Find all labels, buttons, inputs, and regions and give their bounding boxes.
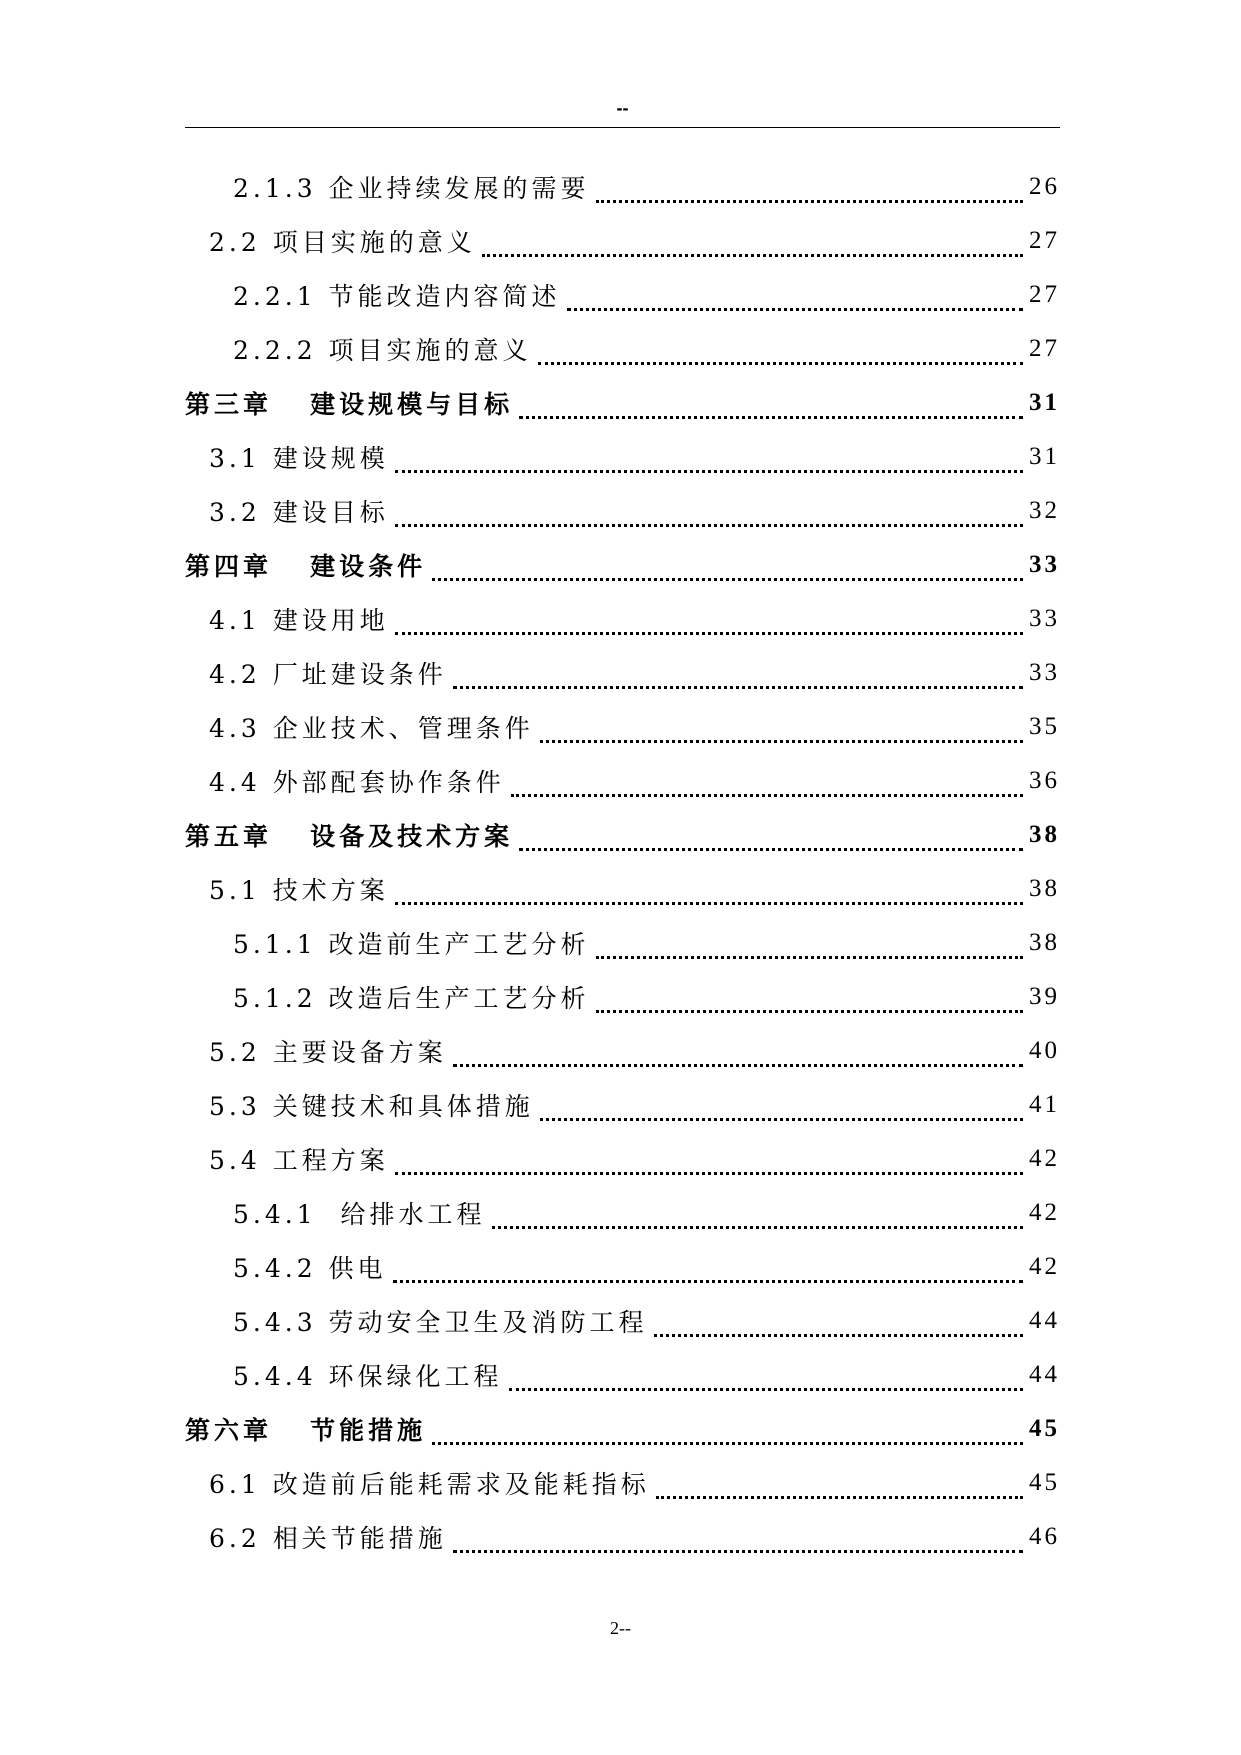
- toc-entry-page: 27: [1029, 281, 1060, 308]
- toc-entry-page: 32: [1029, 497, 1060, 524]
- toc-dot-leader: [538, 342, 1023, 365]
- toc-dot-leader: [395, 612, 1023, 635]
- toc-entry-title: 5.1.2 改造后生产工艺分析: [233, 984, 590, 1013]
- toc-entry[interactable]: [185, 1348, 1060, 1402]
- toc-dot-leader: [540, 1098, 1023, 1121]
- toc-dot-leader: [453, 666, 1023, 689]
- toc-dot-leader: [432, 558, 1023, 581]
- toc-dot-leader: [395, 504, 1023, 527]
- toc-entry-title: 4.3 企业技术、管理条件: [209, 714, 534, 743]
- toc-dot-leader: [509, 1368, 1023, 1391]
- toc-entry[interactable]: [185, 1240, 1060, 1294]
- toc-entry-title: 2.2.1 节能改造内容简述: [233, 282, 561, 311]
- toc-entry-title: 6.1 改造前后能耗需求及能耗指标: [209, 1470, 650, 1499]
- toc-entry-title: 2.1.3 企业持续发展的需要: [233, 174, 590, 203]
- toc-entry-title: 3.2 建设目标: [209, 498, 389, 527]
- toc-entry[interactable]: [185, 160, 1060, 214]
- toc-dot-leader: [432, 1422, 1023, 1445]
- toc-chapter-entry[interactable]: [185, 376, 1060, 430]
- toc-entry-title: 2.2.2 项目实施的意义: [233, 336, 532, 365]
- toc-entry[interactable]: [185, 1510, 1060, 1564]
- toc-entry-page: 31: [1029, 443, 1060, 470]
- toc-dot-leader: [393, 1260, 1023, 1283]
- toc-dot-leader: [511, 774, 1023, 797]
- toc-entry[interactable]: [185, 214, 1060, 268]
- table-of-contents: [185, 160, 1060, 1564]
- toc-entry-title: 4.2 厂址建设条件: [209, 660, 447, 689]
- toc-entry[interactable]: [185, 754, 1060, 808]
- toc-entry-title: 5.4 工程方案: [209, 1146, 389, 1175]
- toc-dot-leader: [492, 1206, 1023, 1229]
- toc-entry[interactable]: [185, 592, 1060, 646]
- toc-entry-title: 5.4.3 劳动安全卫生及消防工程: [233, 1308, 648, 1337]
- header-text: --: [616, 98, 629, 118]
- toc-entry-page: 39: [1029, 983, 1060, 1010]
- toc-entry-title: 5.4.2 供电: [233, 1254, 387, 1283]
- toc-entry-title: 5.1.1 改造前生产工艺分析: [233, 930, 590, 959]
- toc-entry-title: 4.1 建设用地: [209, 606, 389, 635]
- toc-entry-page: 45: [1029, 1415, 1060, 1442]
- toc-entry-title: 5.1 技术方案: [209, 876, 389, 905]
- toc-entry[interactable]: [185, 484, 1060, 538]
- toc-entry-page: 46: [1029, 1523, 1060, 1550]
- toc-entry[interactable]: [185, 1294, 1060, 1348]
- toc-entry[interactable]: [185, 1132, 1060, 1186]
- toc-dot-leader: [567, 288, 1023, 311]
- toc-dot-leader: [453, 1044, 1023, 1067]
- toc-entry-title: 5.4.1 给排水工程: [233, 1200, 486, 1229]
- toc-dot-leader: [453, 1530, 1023, 1553]
- toc-dot-leader: [519, 828, 1023, 851]
- toc-entry-page: 27: [1029, 335, 1060, 362]
- toc-entry-title: 4.4 外部配套协作条件: [209, 768, 505, 797]
- toc-entry-title: 5.4.4 环保绿化工程: [233, 1362, 503, 1391]
- toc-entry-page: 44: [1029, 1307, 1060, 1334]
- toc-entry-page: 44: [1029, 1361, 1060, 1388]
- toc-entry[interactable]: [185, 1078, 1060, 1132]
- toc-dot-leader: [656, 1476, 1023, 1499]
- toc-dot-leader: [482, 234, 1023, 257]
- toc-dot-leader: [596, 180, 1023, 203]
- toc-dot-leader: [596, 990, 1023, 1013]
- toc-entry-page: 38: [1029, 929, 1060, 956]
- toc-entry-title: 5.3 关键技术和具体措施: [209, 1092, 534, 1121]
- toc-dot-leader: [395, 882, 1023, 905]
- toc-entry-page: 26: [1029, 173, 1060, 200]
- toc-chapter-entry[interactable]: [185, 808, 1060, 862]
- toc-entry[interactable]: [185, 1186, 1060, 1240]
- toc-entry[interactable]: [185, 1024, 1060, 1078]
- toc-entry[interactable]: [185, 862, 1060, 916]
- toc-entry[interactable]: [185, 430, 1060, 484]
- toc-entry-page: 33: [1029, 605, 1060, 632]
- toc-entry[interactable]: [185, 916, 1060, 970]
- toc-dot-leader: [395, 450, 1023, 473]
- toc-entry-title: 第六章 节能措施: [185, 1416, 427, 1445]
- toc-entry-page: 33: [1029, 659, 1060, 686]
- toc-entry-title: 第三章 建设规模与目标: [185, 390, 514, 419]
- toc-chapter-entry[interactable]: [185, 1402, 1060, 1456]
- toc-entry-page: 38: [1029, 821, 1060, 848]
- toc-entry-page: 40: [1029, 1037, 1060, 1064]
- toc-entry-page: 45: [1029, 1469, 1060, 1496]
- toc-dot-leader: [540, 720, 1023, 743]
- toc-entry-title: 6.2 相关节能措施: [209, 1524, 447, 1553]
- toc-entry[interactable]: [185, 1456, 1060, 1510]
- toc-entry-page: 35: [1029, 713, 1060, 740]
- toc-entry-page: 36: [1029, 767, 1060, 794]
- toc-entry-title: 第四章 建设条件: [185, 552, 427, 581]
- toc-entry-title: 5.2 主要设备方案: [209, 1038, 447, 1067]
- toc-entry[interactable]: [185, 646, 1060, 700]
- toc-dot-leader: [519, 396, 1023, 419]
- toc-entry[interactable]: [185, 268, 1060, 322]
- toc-entry-page: 42: [1029, 1253, 1060, 1280]
- toc-dot-leader: [395, 1152, 1023, 1175]
- toc-entry[interactable]: [185, 970, 1060, 1024]
- toc-entry[interactable]: [185, 322, 1060, 376]
- toc-entry[interactable]: [185, 700, 1060, 754]
- toc-entry-page: 33: [1029, 551, 1060, 578]
- page-number: 2--: [610, 1618, 631, 1638]
- toc-entry-page: 38: [1029, 875, 1060, 902]
- toc-dot-leader: [654, 1314, 1023, 1337]
- toc-entry-title: 2.2 项目实施的意义: [209, 228, 476, 257]
- toc-entry-page: 41: [1029, 1091, 1060, 1118]
- toc-chapter-entry[interactable]: [185, 538, 1060, 592]
- toc-entry-page: 27: [1029, 227, 1060, 254]
- header-rule: [185, 127, 1060, 128]
- toc-entry-title: 3.1 建设规模: [209, 444, 389, 473]
- toc-entry-page: 42: [1029, 1199, 1060, 1226]
- toc-entry-page: 31: [1029, 389, 1060, 416]
- page-header: [185, 88, 1060, 128]
- toc-dot-leader: [596, 936, 1023, 959]
- toc-entry-page: 42: [1029, 1145, 1060, 1172]
- toc-entry-title: 第五章 设备及技术方案: [185, 822, 514, 851]
